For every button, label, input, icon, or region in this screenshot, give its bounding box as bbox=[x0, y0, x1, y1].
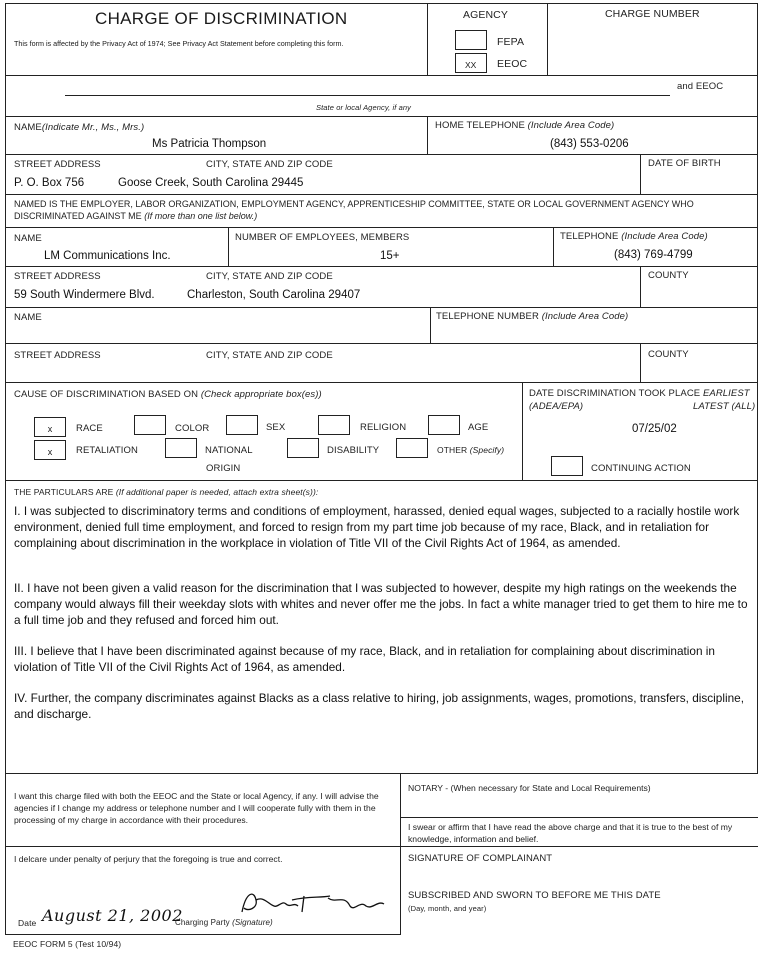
signed-date[interactable]: August 21, 2002 bbox=[42, 906, 183, 925]
discrimination-date[interactable]: 07/25/02 bbox=[632, 423, 677, 435]
particulars-paragraph-2: II. I have not been given a valid reason for the discrimination that I was subjected to however, despite my high ratings on the weekends the company would always fill their weekday slots with whites and never offer me the jobs. In fact a white manager tried to get them to hire me to a full time job and they refused and forced him out. bbox=[14, 581, 748, 627]
retaliation-checkbox[interactable] bbox=[34, 440, 66, 460]
race-label: RACE bbox=[76, 423, 103, 434]
respondent2-name-label: NAME bbox=[14, 312, 42, 323]
respondent-county-label: COUNTY bbox=[648, 270, 689, 281]
adea-label: (ADEA/EPA) bbox=[529, 401, 584, 412]
other-checkbox[interactable] bbox=[396, 438, 428, 458]
national-label: NATIONAL bbox=[205, 445, 253, 456]
state-agency-line bbox=[65, 95, 670, 96]
employees-label: NUMBER OF EMPLOYEES, MEMBERS bbox=[235, 232, 410, 243]
cause-label: CAUSE OF DISCRIMINATION BASED ON (Check appropriate box(es)) bbox=[14, 389, 322, 400]
respondent-heading: NAMED IS THE EMPLOYER, LABOR ORGANIZATION, EMPLOYMENT AGENCY, APPRENTICESHIP COMMITTEE, STATE OR LOCAL GOVERNMENT AGENCY WHO DISCRIMINATED AGAINST ME (If more than one list below.) bbox=[14, 199, 694, 221]
race-checkbox[interactable] bbox=[34, 417, 66, 437]
retaliation-check-mark: x bbox=[47, 447, 53, 457]
respondent-street-label: STREET ADDRESS bbox=[14, 271, 101, 282]
complainant-name-label: NAME(Indicate Mr., Ms., Mrs.) bbox=[14, 122, 145, 133]
respondent2-city-label: CITY, STATE AND ZIP CODE bbox=[206, 350, 333, 361]
eeoc-checkbox[interactable] bbox=[455, 53, 487, 73]
filing-statement: I want this charge filed with both the EEOC and the State or local Agency, if any. I will advise the agencies if I change my address or telephone number and I will cooperate fully with them in the processing of my charge in accordance with their procedures. bbox=[14, 791, 379, 825]
particulars-paragraph-3: III. I believe that I have been discriminated against because of my race, Black, and in retaliation for complaining about discrimination in violation of Title VII of the Civil Rights Act of 1964, as amended. bbox=[14, 644, 715, 674]
perjury-statement: I delcare under penalty of perjury that the foregoing is true and correct. bbox=[14, 854, 283, 864]
and-eeoc-label: and EEOC bbox=[677, 81, 724, 92]
particulars-label: THE PARTICULARS ARE (If additional paper is needed, attach extra sheet(s)): bbox=[14, 487, 319, 497]
race-check-mark: x bbox=[47, 424, 53, 434]
home-phone-label: HOME TELEPHONE (Include Area Code) bbox=[435, 120, 615, 131]
religion-checkbox[interactable] bbox=[318, 415, 350, 435]
latest-label: LATEST (ALL) bbox=[693, 401, 756, 412]
respondent-city[interactable]: Charleston, South Carolina 29407 bbox=[187, 289, 361, 301]
page-title: CHARGE OF DISCRIMINATION bbox=[95, 9, 348, 28]
respondent-phone-label: TELEPHONE (Include Area Code) bbox=[560, 231, 708, 242]
retaliation-label: RETALIATION bbox=[76, 445, 138, 456]
color-label: COLOR bbox=[175, 423, 210, 434]
eeoc-check-mark: XX bbox=[465, 60, 477, 70]
date-discrimination-label: DATE DISCRIMINATION TOOK PLACE EARLIEST bbox=[529, 388, 750, 399]
respondent-street[interactable]: 59 South Windermere Blvd. bbox=[14, 289, 155, 301]
fepa-label: FEPA bbox=[497, 36, 525, 48]
notary-label: NOTARY - (When necessary for State and Local Requirements) bbox=[408, 783, 651, 793]
age-checkbox[interactable] bbox=[428, 415, 460, 435]
respondent-city-label: CITY, STATE AND ZIP CODE bbox=[206, 271, 333, 282]
continuing-action-checkbox[interactable] bbox=[551, 456, 583, 476]
respondent-phone[interactable]: (843) 769-4799 bbox=[614, 249, 693, 261]
sex-label: SEX bbox=[266, 422, 286, 433]
respondent2-county-label: COUNTY bbox=[648, 349, 689, 360]
sex-checkbox[interactable] bbox=[226, 415, 258, 435]
complainant-signature-label: SIGNATURE OF COMPLAINANT bbox=[408, 853, 553, 864]
other-label: OTHER (Specify) bbox=[437, 445, 505, 455]
complainant-signature bbox=[234, 886, 394, 920]
agency-label: AGENCY bbox=[463, 9, 508, 21]
eeoc-label: EEOC bbox=[497, 58, 528, 70]
disability-checkbox[interactable] bbox=[287, 438, 319, 458]
national-origin-checkbox[interactable] bbox=[165, 438, 197, 458]
date-of-birth-label: DATE OF BIRTH bbox=[648, 158, 721, 169]
state-agency-caption: State or local Agency, if any bbox=[316, 103, 412, 112]
color-checkbox[interactable] bbox=[134, 415, 166, 435]
privacy-note: This form is affected by the Privacy Act of 1974; See Privacy Act Statement before completing this form. bbox=[14, 39, 344, 48]
particulars-paragraph-1: I. I was subjected to discriminatory terms and conditions of employment, harassed, denied equal wages, subjected to a racially hostile work environment, denied full time employment, and forced to resign from my part time job because of my race, Black, and in retaliation for complaining about discrimination in the workplace in violation of Title VII of the Civil Rights Act of 1964, as amended. bbox=[14, 504, 740, 550]
subscribed-hint: (Day, month, and year) bbox=[408, 904, 487, 913]
charging-party-label: Charging Party (Signature) bbox=[175, 918, 273, 927]
home-phone[interactable]: (843) 553-0206 bbox=[550, 138, 629, 150]
respondent-name[interactable]: LM Communications Inc. bbox=[44, 250, 171, 262]
religion-label: RELIGION bbox=[360, 422, 407, 433]
particulars-paragraph-4: IV. Further, the company discriminates against Blacks as a class relative to hiring, job assignments, wages, promotions, transfers, discipline, and discharge. bbox=[14, 691, 744, 721]
complainant-street[interactable]: P. O. Box 756 bbox=[14, 177, 85, 189]
employee-count[interactable]: 15+ bbox=[380, 250, 400, 262]
respondent2-street-label: STREET ADDRESS bbox=[14, 350, 101, 361]
respondent-name-label: NAME bbox=[14, 233, 42, 244]
subscribed-label: SUBSCRIBED AND SWORN TO BEFORE ME THIS DATE bbox=[408, 890, 661, 901]
fepa-checkbox[interactable] bbox=[455, 30, 487, 50]
charge-number-label: CHARGE NUMBER bbox=[605, 8, 700, 20]
city-state-zip-label: CITY, STATE AND ZIP CODE bbox=[206, 159, 333, 170]
continuing-action-label: CONTINUING ACTION bbox=[591, 463, 691, 474]
complainant-city[interactable]: Goose Creek, South Carolina 29445 bbox=[118, 177, 304, 189]
complainant-name[interactable]: Ms Patricia Thompson bbox=[152, 138, 267, 150]
swear-statement: I swear or affirm that I have read the above charge and that it is true to the best of my knowledge, information and belief. bbox=[408, 822, 733, 844]
form-id: EEOC FORM 5 (Test 10/94) bbox=[13, 939, 122, 949]
disability-label: DISABILITY bbox=[327, 445, 380, 456]
age-label: AGE bbox=[468, 422, 489, 433]
date-label: Date bbox=[18, 918, 37, 928]
street-address-label: STREET ADDRESS bbox=[14, 159, 101, 170]
origin-label: ORIGIN bbox=[206, 463, 241, 474]
respondent2-phone-label: TELEPHONE NUMBER (Include Area Code) bbox=[436, 311, 629, 322]
